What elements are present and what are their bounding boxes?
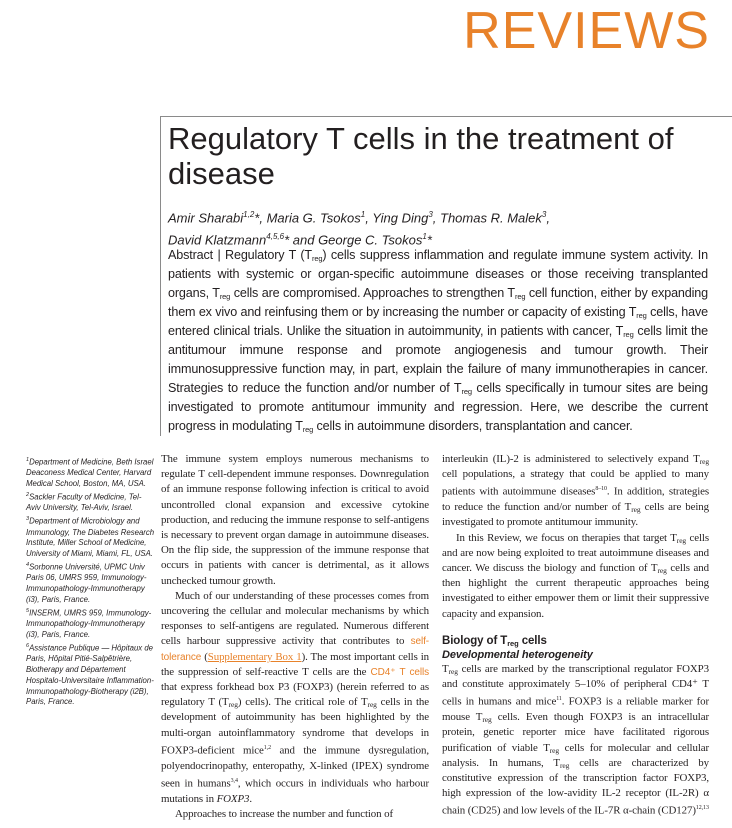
corresponding-author-mark: * <box>426 232 432 248</box>
author-list <box>168 205 708 250</box>
supplementary-box-link[interactable]: Supplementary Box 1 <box>207 650 302 663</box>
body-text: interleukin (IL)-2 is administered to selectively expand T <box>442 453 700 465</box>
author-affiliation-marker: 3 <box>428 210 433 219</box>
reference-citation[interactable]: 8–10 <box>595 486 607 493</box>
affiliation-number: 1 <box>26 457 30 463</box>
subscript-reg: reg <box>559 760 570 770</box>
author-name: George C. Tsokos <box>318 232 423 248</box>
affiliation-entry <box>26 641 156 708</box>
abstract-text: cells, have entered clinical trials. Unlike the situation in autoimmunity, in patients with cancer, T <box>168 305 708 338</box>
affiliation-entry <box>26 490 156 514</box>
abstract-text: cell function, either by expanding them ex vivo and reinfusing them or by increasing the number or capacity of existing T <box>168 286 708 319</box>
abstract-label: Abstract <box>168 248 213 262</box>
subscript-reg: reg <box>514 292 526 301</box>
heading-text: Biology of T <box>442 634 508 647</box>
subscript-reg: reg <box>676 535 687 545</box>
author-separator: and <box>289 232 319 248</box>
body-paragraph: Approaches to increase the number and function of <box>175 807 393 820</box>
affiliation-text: Assistance Publique — Hôpitaux de Paris, Hôpital Pitié-Salpêtrière, Biotherapy and Département Hospitalo-Universitaire Inflammation-Immunopathology-Biotherapy (i2B), Paris, France. <box>26 643 154 707</box>
body-text: cells and then highlight the current therapeutic approaches being investigated to either empower them or limit their suppressive capacity and expansion. <box>442 562 709 620</box>
glossary-term-self-tolerance[interactable]: self-tolerance <box>161 636 429 663</box>
affiliation-entry <box>26 455 156 490</box>
affiliation-text: Sorbonne Université, UPMC Univ Paris 06, UMRS 959, Immunology-Immunopathology-Immunotherapy (i3), Paris, France. <box>26 562 147 604</box>
body-paragraph <box>442 662 709 819</box>
author-name: Amir Sharabi <box>168 210 244 226</box>
body-text: cells for molecular and cellular analysis. In humans, T <box>442 741 710 769</box>
body-column-right <box>442 452 709 819</box>
body-text: . In addition, strategies to reduce the function and/or number of T <box>442 486 709 514</box>
author-separator: , <box>432 210 441 226</box>
affiliation-entry <box>26 514 156 560</box>
abstract-text: ) cells suppress inflammation and regulate immune system activity. In patients with systemic or organ-specific autoimmune diseases or those receiving transplanted organs, T <box>168 248 708 300</box>
author-affiliation-marker: 4,5,6 <box>266 232 285 242</box>
body-text: cells are marked by the transcriptional regulator FOXP3 and constitute approximately 5–10% of peripheral CD4⁺ T cells in humans and mice <box>442 662 709 708</box>
body-text: cells are being investigated to promote antitumour immunity. <box>442 501 709 529</box>
subscript-reg: reg <box>549 745 560 755</box>
subscript-reg: reg <box>623 330 634 339</box>
author-affiliation-marker: 1 <box>422 232 427 242</box>
body-text: cells and are now being exploited to treat autoimmune diseases and cancer. We discuss the biology and function of T <box>442 531 709 575</box>
body-text: and the immune dysregulation, polyendocrinopathy, enteropathy, X-linked (IPEX) syndrome seen in humans <box>161 744 429 790</box>
body-paragraph <box>442 531 709 622</box>
subscript-reg: reg <box>448 666 458 676</box>
affiliation-text: Department of Medicine, Beth Israel Deaconess Medical Center, Harvard Medical School, Boston, MA, USA. <box>26 457 154 489</box>
subscript-reg: reg <box>507 638 519 648</box>
author-affiliation-marker: 1 <box>360 210 366 219</box>
subscript-reg: reg <box>631 505 641 515</box>
section-heading <box>442 634 709 648</box>
body-text: T <box>442 662 449 675</box>
abstract-separator: | <box>213 248 226 262</box>
body-text: cell populations, a strategy that could be applied to many patients with autoimmune diseases <box>442 468 709 499</box>
affiliation-entry <box>26 560 156 606</box>
affiliation-text: INSERM, UMRS 959, Immunology-Immunopathology-Immunotherapy (i3), Paris, France. <box>26 608 152 639</box>
affiliation-text: Department of Microbiology and Immunology, The Diabetes Research Institute, Miller School of Medicine, University of Miami, Miami, FL, USA. <box>26 516 155 559</box>
body-text: In this Review, we focus on therapies that target T <box>456 531 677 544</box>
subscript-reg: reg <box>219 292 231 301</box>
affiliation-number: 6 <box>26 642 30 649</box>
abstract-text: cells are compromised. Approaches to strengthen T <box>230 286 515 300</box>
body-text: ( <box>201 650 208 663</box>
body-text: ) cells). The critical role of T <box>237 696 368 709</box>
author-separator: , <box>365 210 373 226</box>
subscript-reg: reg <box>482 715 492 725</box>
author-affiliation-marker: 1,2 <box>243 210 255 219</box>
body-text: . FOXP3 is a reliable marker for mouse T <box>442 695 710 724</box>
body-paragraph <box>442 452 709 531</box>
author-affiliation-marker: 3 <box>541 210 547 219</box>
subscript-reg: reg <box>699 457 709 466</box>
author-separator: , <box>259 210 267 226</box>
reference-citation[interactable]: 11 <box>556 696 562 703</box>
corresponding-author-mark: * <box>284 232 290 248</box>
corresponding-author-mark: * <box>254 210 260 226</box>
journal-section-banner: REVIEWS <box>463 2 710 60</box>
heading-text: cells <box>518 634 547 647</box>
affiliation-text: Sackler Faculty of Medicine, Tel-Aviv University, Tel-Aviv, Israel. <box>26 492 142 513</box>
affiliation-entry <box>26 606 156 641</box>
subscript-reg: reg <box>461 387 472 396</box>
subscript-reg: reg <box>636 311 647 320</box>
subsection-heading: Developmental heterogeneity <box>442 648 593 661</box>
affiliation-number: 4 <box>26 561 30 568</box>
subscript-reg: reg <box>228 700 238 710</box>
affiliation-number: 3 <box>26 516 30 523</box>
abstract <box>168 246 708 436</box>
body-text: Much of our understanding of these processes comes from uncovering the cellular and molecular mechanisms by which responses to self-antigens are regulated. Numerous different cells harbour suppressive activity that contributes to <box>161 589 429 648</box>
gene-name-italic: FOXP3 <box>216 792 250 805</box>
reference-citation[interactable]: 12,13 <box>695 805 709 812</box>
glossary-term-cd4-t-cells[interactable]: CD4⁺ T cells <box>370 666 429 678</box>
article-title: Regulatory T cells in the treatment of disease <box>168 121 674 191</box>
reference-citation[interactable]: 3,4 <box>230 777 238 784</box>
affiliations-sidebar <box>26 455 156 708</box>
subscript-reg: reg <box>302 425 314 434</box>
author-name: Maria G. Tsokos <box>266 210 361 226</box>
author-separator: , <box>546 210 550 226</box>
subscript-reg: reg <box>657 566 667 576</box>
author-name: Ying Ding <box>372 210 429 226</box>
title-frame-left-rule <box>160 116 161 436</box>
author-name: David Klatzmann <box>168 232 267 248</box>
title-frame-top-rule <box>160 116 732 117</box>
affiliation-number: 2 <box>26 491 30 498</box>
abstract-text: Regulatory T (T <box>225 248 312 262</box>
affiliation-number: 5 <box>26 607 30 614</box>
body-text: , which occurs in individuals who harbour mutations in <box>161 777 429 805</box>
abstract-text: cells in autoimmune disorders, transplantation and cancer. <box>313 419 633 433</box>
author-name: Thomas R. Malek <box>440 210 542 226</box>
body-text: cells are characterized by constitutive expression of the transcription factor FOXP3, high expression of the low-avidity IL-2 receptor (IL-2R) α chain (CD25) and low levels of the IL-7R α-chain (CD127) <box>442 756 709 817</box>
body-text: ). The most important cells in the suppression of self-reactive T cells are the <box>161 650 429 678</box>
abstract-text: cells limit the antitumour immune response and promote angiogenesis and tumour growth. Their immunosuppressive function may, in part, explain the failure of many immunotherapies in cancer. Strategies to reduce the function and/or number of T <box>168 324 709 395</box>
body-text: cells. Even though FOXP3 is an intracellular protein, genetic reporter mice have facilitated rigorous purification of viable T <box>442 711 709 754</box>
subscript-reg: reg <box>311 254 323 263</box>
reference-citation[interactable]: 1,2 <box>263 744 271 751</box>
body-paragraph <box>161 589 429 807</box>
body-paragraph: The immune system employs numerous mechanisms to regulate T cell-dependent immune responses. Downregulation of an immune response following infection is critical to avoid uncontrolled clonal expansion and excessive cytokine production, and reducing the immune response to self-antigens is necessary to prevent organ damage in autoimmune diseases. On the flip side, the suppression of the immune response that occurs in patients with cancer is detrimental, as it allows unchecked tumour growth. <box>161 453 429 587</box>
body-text: that express forkhead box P3 (FOXP3) (herein referred to as regulatory T (T <box>161 681 429 709</box>
body-column-left <box>161 452 429 822</box>
subscript-reg: reg <box>367 700 377 710</box>
body-text: cells in the development of autoimmunity has been highlighted by the multi-organ autoinflammatory syndrome that develops in FOXP3-deficient mice <box>161 696 429 757</box>
abstract-text: cells specifically in tumour sites are being investigated to promote antitumour immunity and regression. Here, we describe the current progress in modulating T <box>168 381 708 433</box>
body-text: . <box>249 792 252 805</box>
